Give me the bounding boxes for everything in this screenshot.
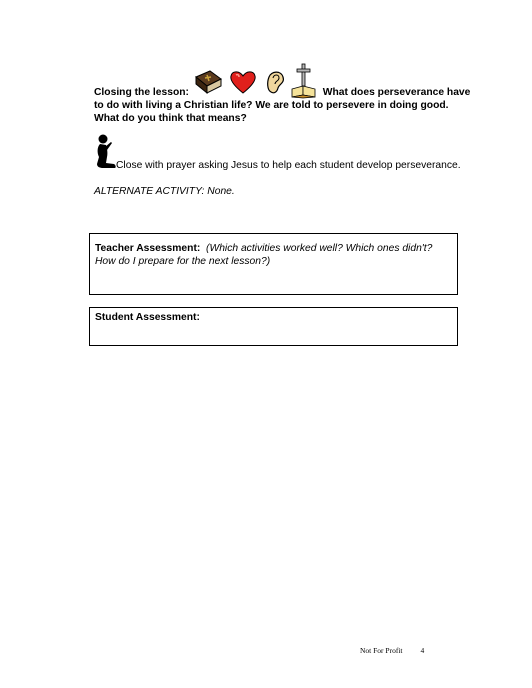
teacher-assessment-label: Teacher Assessment: <box>95 243 201 254</box>
prayer-text: Close with prayer asking Jesus to help each student develop perseverance. <box>116 160 461 171</box>
prayer-instruction <box>94 133 494 173</box>
lesson-icons <box>193 63 319 99</box>
closing-label: Closing the lesson: <box>94 86 189 98</box>
closing-question-text: What does perseverance have to do with living a Christian life? We are told to persevere in doing good. What do you think that means? <box>94 86 471 125</box>
alternate-activity: ALTERNATE ACTIVITY: None. <box>94 186 235 197</box>
kneeling-prayer-icon <box>94 133 118 171</box>
student-assessment-box <box>89 307 458 346</box>
bible-icon <box>193 67 223 97</box>
heart-icon <box>229 69 257 95</box>
teacher-assessment-prompt: (Which activities worked well? Which ones didn't? How do I prepare for the next lesson?) <box>95 243 433 267</box>
student-assessment-label: Student Assessment: <box>95 312 200 323</box>
page-number: 4 <box>420 646 425 655</box>
ear-icon <box>265 68 287 96</box>
footer-text: Not For Profit <box>360 646 403 655</box>
teacher-assessment-box <box>89 233 458 295</box>
closing-lesson-paragraph <box>94 63 474 125</box>
page-footer <box>360 646 424 655</box>
cross-book-icon <box>291 63 317 99</box>
